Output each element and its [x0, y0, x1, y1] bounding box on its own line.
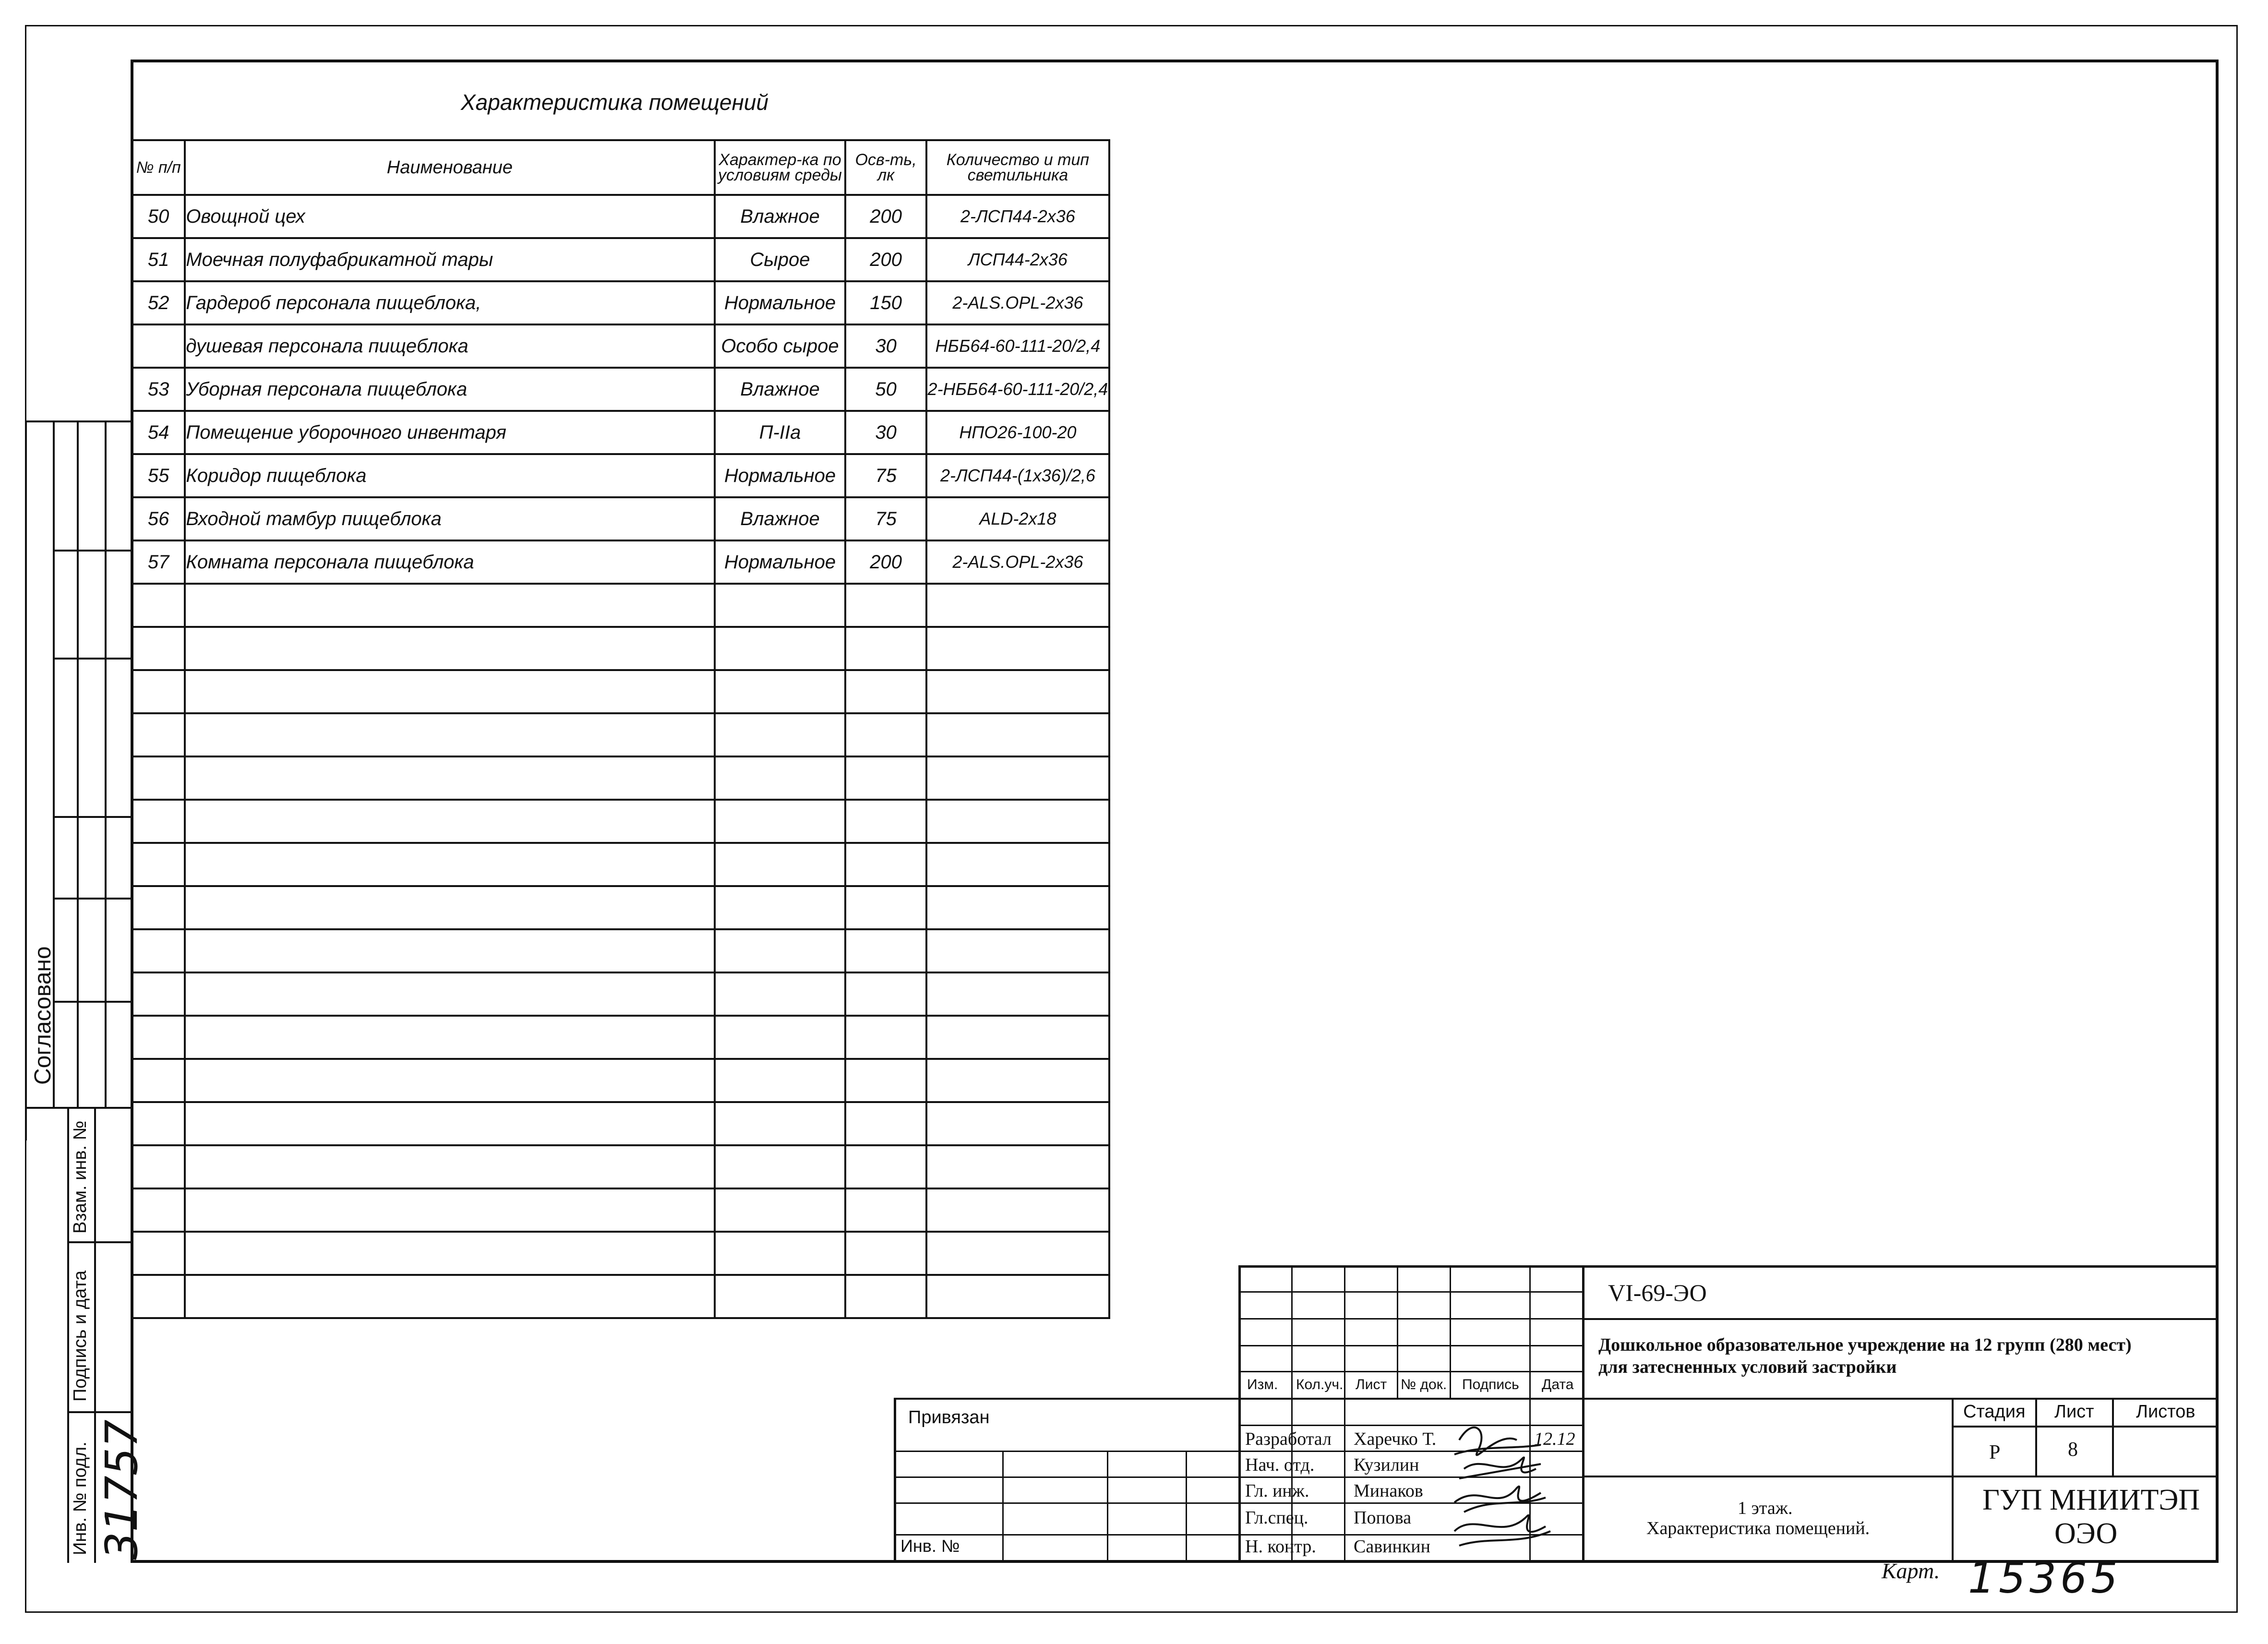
cell-lux: 30: [845, 411, 926, 454]
cell-lux: [845, 1059, 926, 1102]
cell-name: [185, 1188, 714, 1232]
table-row-empty: [132, 800, 1109, 843]
cell-no: 53: [132, 368, 185, 411]
cell-no: 51: [132, 238, 185, 281]
cell-no: [132, 324, 185, 368]
cell-env: [715, 1275, 846, 1318]
cell-env: Особо сырое: [715, 324, 846, 368]
name-4: Савинкин: [1354, 1536, 1430, 1557]
cell-lamp: [926, 1145, 1109, 1188]
cell-name: Гардероб персонала пищеблока,: [185, 281, 714, 324]
cell-lamp: [926, 1102, 1109, 1145]
stage-label: Стадия: [1963, 1402, 2026, 1422]
cell-env: Нормальное: [715, 281, 846, 324]
table-row-empty: [132, 670, 1109, 713]
table-row-empty: [132, 1188, 1109, 1232]
cell-lamp: НББ64-60-111-20/2,4: [926, 324, 1109, 368]
hdr-data: Дата: [1542, 1377, 1574, 1392]
table-row-empty: [132, 1145, 1109, 1188]
cell-name: [185, 1232, 714, 1275]
cell-lamp: 2-ЛСП44-(1х36)/2,6: [926, 454, 1109, 497]
cell-no: [132, 756, 185, 800]
sheet-title-1: 1 этаж.: [1738, 1498, 1793, 1518]
project-title-1: Дошкольное образовательное учреждение на 12 групп (280 мест): [1598, 1335, 2132, 1355]
cell-name: [185, 756, 714, 800]
role-3: Гл.спец.: [1245, 1508, 1308, 1528]
cell-env: [715, 1145, 846, 1188]
org-name-1: ГУП МНИИТЭП: [1982, 1484, 2200, 1516]
cell-lux: [845, 670, 926, 713]
table-row: [132, 368, 1109, 411]
cell-env: [715, 1059, 846, 1102]
cell-name: [185, 886, 714, 929]
cell-no: 50: [132, 195, 185, 238]
cell-lux: [845, 1016, 926, 1059]
table-row-empty: [132, 1102, 1109, 1145]
cell-lamp: [926, 1232, 1109, 1275]
col-header-name: Наименование: [185, 140, 714, 195]
table-row: [132, 195, 1109, 238]
table-row: [132, 497, 1109, 540]
table-row-empty: [132, 1232, 1109, 1275]
cell-lux: [845, 584, 926, 627]
cell-name: [185, 1102, 714, 1145]
side-stamp-border: [25, 420, 27, 1140]
project-title-2: для затесненных условий застройки: [1598, 1357, 1897, 1377]
cell-name: [185, 584, 714, 627]
cell-name: Коридор пищеблока: [185, 454, 714, 497]
stamp-inv-podl: Инв. № подл.: [70, 1441, 90, 1555]
cell-lux: 200: [845, 238, 926, 281]
cell-lux: [845, 1102, 926, 1145]
cell-lamp: [926, 584, 1109, 627]
cell-no: [132, 929, 185, 972]
cell-name: [185, 800, 714, 843]
cell-lamp: [926, 886, 1109, 929]
cell-env: Влажное: [715, 368, 846, 411]
cell-name: [185, 1059, 714, 1102]
cell-no: [132, 713, 185, 756]
role-0: Разработал: [1245, 1429, 1332, 1449]
sheet-value: 8: [2068, 1439, 2078, 1461]
cell-no: [132, 1016, 185, 1059]
cell-no: 57: [132, 540, 185, 584]
cell-no: [132, 800, 185, 843]
cell-name: [185, 1275, 714, 1318]
cell-lux: [845, 1188, 926, 1232]
stage-value: Р: [1989, 1441, 2001, 1464]
cell-no: 55: [132, 454, 185, 497]
org-name-2: ОЭО: [2054, 1517, 2118, 1550]
cell-env: [715, 756, 846, 800]
table-row-empty: [132, 929, 1109, 972]
cell-no: [132, 1232, 185, 1275]
table-header-row: [132, 140, 1109, 195]
stamp-vzam-inv: Взам. инв. №: [70, 1120, 90, 1234]
name-0: Харечко Т.: [1354, 1429, 1437, 1449]
cell-name: [185, 929, 714, 972]
table-row: [132, 540, 1109, 584]
cell-name: [185, 1016, 714, 1059]
cell-lux: 200: [845, 540, 926, 584]
cell-env: [715, 627, 846, 670]
cell-env: Влажное: [715, 497, 846, 540]
sheet-label: Лист: [2054, 1402, 2094, 1422]
table-row: [132, 454, 1109, 497]
cell-name: Уборная персонала пищеблока: [185, 368, 714, 411]
col-header-env: Характер-ка по условиям среды: [715, 140, 846, 195]
col-header-lamp: Количество и тип светильника: [926, 140, 1109, 195]
cell-lux: [845, 1145, 926, 1188]
col-header-lux: Осв-ть, лк: [845, 140, 926, 195]
cell-no: [132, 1102, 185, 1145]
cell-name: [185, 627, 714, 670]
cell-no: 52: [132, 281, 185, 324]
col-header-no: № п/п: [132, 140, 185, 195]
cell-env: [715, 713, 846, 756]
cell-no: [132, 670, 185, 713]
cell-lux: [845, 627, 926, 670]
cell-lux: [845, 800, 926, 843]
table-row-empty: [132, 713, 1109, 756]
kart-value: 15365: [1968, 1553, 2122, 1603]
cell-lux: [845, 1275, 926, 1318]
table-row-empty: [132, 1016, 1109, 1059]
cell-lamp: [926, 1275, 1109, 1318]
cell-env: [715, 972, 846, 1016]
cell-name: душевая персонала пищеблока: [185, 324, 714, 368]
cell-no: [132, 1275, 185, 1318]
cell-env: [715, 1016, 846, 1059]
table-row-empty: [132, 756, 1109, 800]
cell-env: [715, 843, 846, 886]
cell-env: Нормальное: [715, 540, 846, 584]
hdr-izm: Изм.: [1247, 1377, 1278, 1392]
hdr-kolich: Кол.уч.: [1296, 1377, 1344, 1392]
cell-env: П-IIа: [715, 411, 846, 454]
cell-name: Моечная полуфабрикатной тары: [185, 238, 714, 281]
cell-lamp: [926, 800, 1109, 843]
kart-label: Карт.: [1882, 1559, 1940, 1583]
cell-env: [715, 886, 846, 929]
table-row-empty: [132, 1059, 1109, 1102]
cell-no: [132, 627, 185, 670]
cell-lux: [845, 886, 926, 929]
cell-no: [132, 886, 185, 929]
cell-lux: [845, 713, 926, 756]
signatures-scribble: [1445, 1411, 1560, 1560]
cell-lamp: НПО26-100-20: [926, 411, 1109, 454]
table-row-empty: [132, 886, 1109, 929]
cell-no: 56: [132, 497, 185, 540]
cell-no: 54: [132, 411, 185, 454]
cell-lamp: [926, 1016, 1109, 1059]
cell-no: [132, 1188, 185, 1232]
cell-lamp: [926, 972, 1109, 1016]
cell-lux: 75: [845, 454, 926, 497]
hdr-ndok: № док.: [1401, 1377, 1447, 1392]
name-3: Попова: [1354, 1508, 1412, 1528]
stamp-inv-podl-value: 31757: [96, 1419, 147, 1560]
cell-lux: 75: [845, 497, 926, 540]
cell-lamp: [926, 756, 1109, 800]
cell-lamp: [926, 843, 1109, 886]
cell-name: Помещение уборочного инвентаря: [185, 411, 714, 454]
table-row-empty: [132, 584, 1109, 627]
sheet-title-2: Характеристика помещений.: [1646, 1518, 1870, 1538]
cell-lux: [845, 929, 926, 972]
table-row: [132, 324, 1109, 368]
cell-lux: 30: [845, 324, 926, 368]
cell-name: [185, 713, 714, 756]
cell-lux: [845, 972, 926, 1016]
table-row-empty: [132, 627, 1109, 670]
cell-lamp: [926, 1188, 1109, 1232]
cell-env: [715, 1188, 846, 1232]
cell-env: Влажное: [715, 195, 846, 238]
cell-lamp: [926, 670, 1109, 713]
cell-lux: 200: [845, 195, 926, 238]
table-title: Характеристика помещений: [461, 90, 768, 115]
table-row-empty: [132, 843, 1109, 886]
sheets-label: Листов: [2136, 1402, 2196, 1422]
name-1: Кузилин: [1354, 1455, 1419, 1475]
table-row-empty: [132, 972, 1109, 1016]
role-2: Гл. инж.: [1245, 1481, 1309, 1501]
cell-no: [132, 972, 185, 1016]
cell-no: [132, 843, 185, 886]
cell-lamp: [926, 929, 1109, 972]
cell-no: [132, 1145, 185, 1188]
hdr-podpis: Подпись: [1462, 1377, 1519, 1392]
doc-code: VI-69-ЭО: [1608, 1279, 1707, 1306]
table-row: [132, 281, 1109, 324]
cell-name: [185, 843, 714, 886]
privyazan-label: Привязан: [908, 1407, 990, 1428]
cell-name: Комната персонала пищеблока: [185, 540, 714, 584]
cell-env: [715, 929, 846, 972]
cell-lux: [845, 843, 926, 886]
table-row: [132, 411, 1109, 454]
cell-lamp: [926, 713, 1109, 756]
cell-lux: 50: [845, 368, 926, 411]
cell-env: Сырое: [715, 238, 846, 281]
cell-lamp: 2-ALS.OPL-2x36: [926, 540, 1109, 584]
table-row: [132, 238, 1109, 281]
cell-lamp: 2-ALS.OPL-2x36: [926, 281, 1109, 324]
cell-lamp: 2-НББ64-60-111-20/2,4: [926, 368, 1109, 411]
cell-env: [715, 800, 846, 843]
role-1: Нач. отд.: [1245, 1455, 1315, 1475]
stamp-podpis-data: Подпись и дата: [70, 1270, 90, 1402]
cell-name: [185, 670, 714, 713]
table-row-empty: [132, 1275, 1109, 1318]
cell-name: [185, 1145, 714, 1188]
cell-name: [185, 972, 714, 1016]
cell-env: [715, 1232, 846, 1275]
inv-no-label: Инв. №: [900, 1536, 960, 1556]
role-4: Н. контр.: [1245, 1536, 1316, 1557]
cell-name: Входной тамбур пищеблока: [185, 497, 714, 540]
hdr-list: Лист: [1356, 1377, 1387, 1392]
cell-lamp: ALD-2x18: [926, 497, 1109, 540]
cell-lamp: [926, 627, 1109, 670]
date-0: 12.12: [1534, 1429, 1575, 1449]
cell-no: [132, 1059, 185, 1102]
cell-lamp: 2-ЛСП44-2х36: [926, 195, 1109, 238]
name-2: Минаков: [1354, 1481, 1423, 1501]
cell-env: [715, 584, 846, 627]
cell-lux: [845, 1232, 926, 1275]
cell-name: Овощной цех: [185, 195, 714, 238]
cell-env: [715, 1102, 846, 1145]
cell-env: [715, 670, 846, 713]
rooms-table: [131, 139, 1110, 1319]
cell-lux: 150: [845, 281, 926, 324]
cell-lux: [845, 756, 926, 800]
cell-no: [132, 584, 185, 627]
cell-lamp: ЛСП44-2х36: [926, 238, 1109, 281]
side-stamp-agreed: Согласовано: [30, 946, 56, 1085]
cell-lamp: [926, 1059, 1109, 1102]
cell-env: Нормальное: [715, 454, 846, 497]
